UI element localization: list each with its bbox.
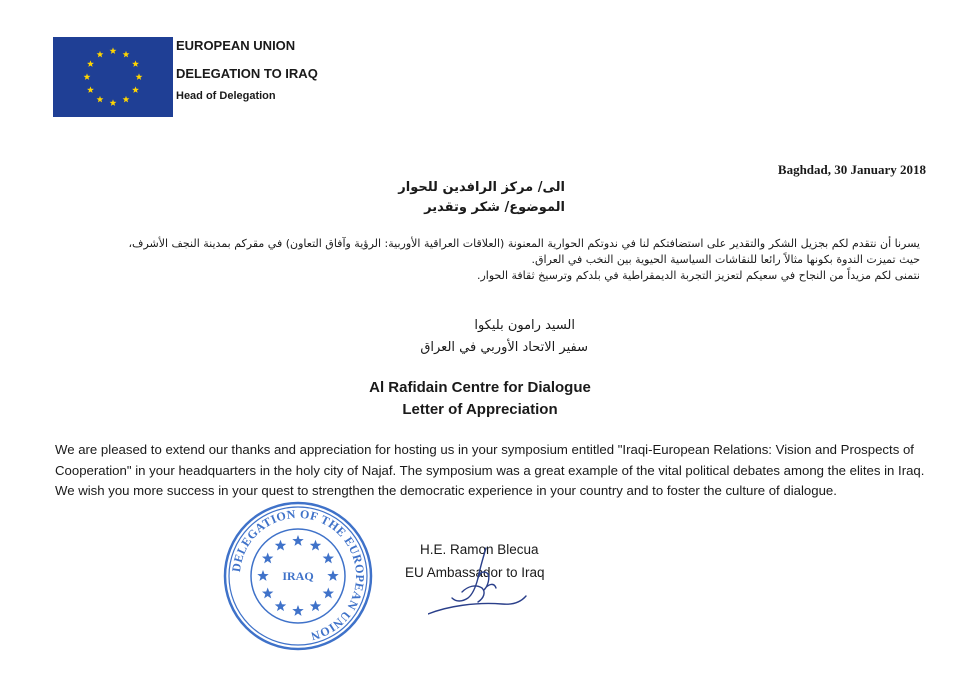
- seal-star-icon: [327, 570, 338, 581]
- handwritten-signature: [428, 546, 528, 626]
- arabic-signatory-title: سفير الاتحاد الأوربي في العراق: [420, 340, 588, 355]
- letterhead-office: Head of Delegation: [176, 90, 276, 102]
- english-paragraph: We are pleased to extend our thanks and appreciation for hosting us in your symposium entitled "Iraqi-European Relations: Vision and Prospects of Cooperation" in your headquarters in the holy city of Najaf. The symposium was a great example of the vital political debates among the elites in Iraq.: [55, 442, 925, 478]
- english-heading-recipient: Al Rafidain Centre for Dialogue: [369, 379, 591, 396]
- arabic-paragraph: يسرنا أن نتقدم لكم بجزيل الشكر والتقدير على استضافتكم لنا في ندوتكم الحوارية المعنونة (العلاقات العراقية الأوربية: الرؤية وآفاق التعاون) في مقركم بمدينة النجف الأشرف،: [128, 237, 920, 250]
- seal-star-icon: [323, 553, 334, 564]
- official-seal: [222, 500, 374, 652]
- arabic-paragraph: حيث تميزت الندوة بكونها مثالاً رائعا للنقاشات السياسية الحيوية بين النخب في العراق.: [531, 253, 920, 266]
- seal-star-icon: [292, 535, 303, 546]
- arabic-paragraph: نتمنى لكم مزيداً من النجاح في سعيكم لتعزيز التجربة الديمقراطية في بلدكم وترسيخ ثقافة الحوار.: [476, 269, 920, 282]
- seal-star-icon: [262, 588, 273, 599]
- english-signatory-title: EU Ambassador to Iraq: [405, 565, 545, 580]
- letterhead-organization: EUROPEAN UNION: [176, 38, 296, 53]
- seal-center-text: IRAQ: [282, 569, 314, 583]
- seal-star-icon: [275, 600, 286, 611]
- seal-star-icon: [310, 600, 321, 611]
- english-body: [55, 440, 935, 502]
- arabic-signatory-name: السيد رامون بليكوا: [474, 318, 575, 333]
- english-paragraph: We wish you more success in your quest to strengthen the democratic experience in your country and to foster the culture of dialogue.: [55, 483, 837, 498]
- seal-star-icon: [292, 605, 303, 616]
- arabic-body: [128, 236, 920, 284]
- seal-stamp-icon: [222, 500, 374, 652]
- seal-star-icon: [275, 540, 286, 551]
- eu-flag-logo: [53, 37, 173, 117]
- seal-star-icon: [323, 588, 334, 599]
- english-signatory-name: H.E. Ramon Blecua: [420, 542, 539, 557]
- seal-star-icon: [262, 553, 273, 564]
- seal-ring-text: DELEGATION OF THE EUROPEAN UNION: [229, 506, 368, 644]
- eu-flag-icon: [53, 37, 173, 117]
- letterhead-delegation: DELEGATION TO IRAQ: [176, 66, 318, 81]
- english-heading-title: Letter of Appreciation: [402, 401, 558, 418]
- arabic-subject: الموضوع/ شكر وتقدير: [424, 200, 565, 215]
- signature-scribble-icon: [428, 546, 528, 626]
- letter-date: Baghdad, 30 January 2018: [777, 162, 926, 177]
- seal-star-icon: [310, 540, 321, 551]
- arabic-recipient: الى/ مركز الرافدين للحوار: [398, 180, 565, 195]
- seal-star-icon: [257, 570, 268, 581]
